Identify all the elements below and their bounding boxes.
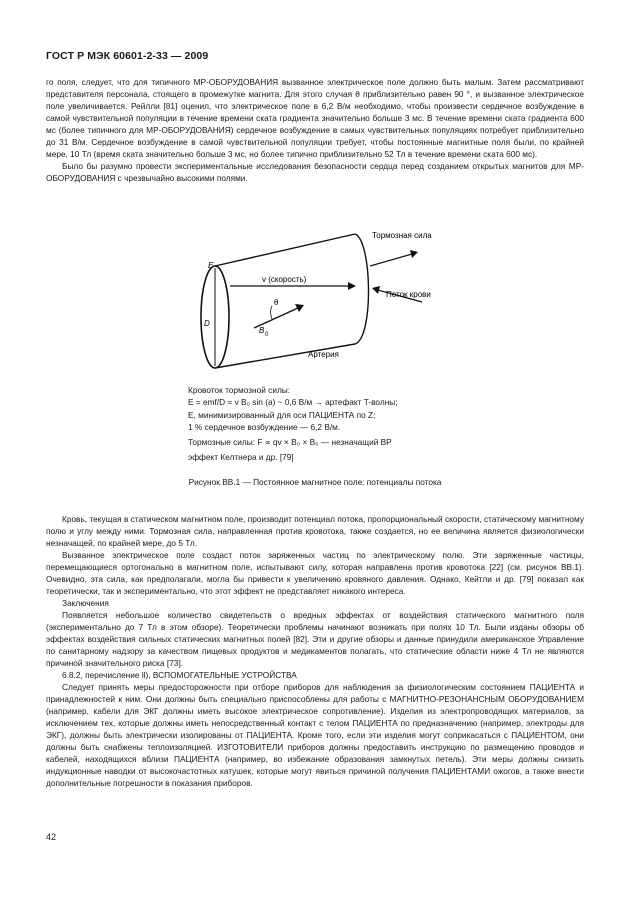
cylinder-back-edge [355, 234, 369, 344]
intro-paragraph-2: Было бы разумно провести экспериментальные исследования безопасности сердца перед созданием открытых магнитов для МР-ОБОРУДОВАНИЯ с чрезвычайно высокими полями. [46, 161, 584, 183]
label-b0-sub: 0 [265, 332, 269, 338]
theta-arc [271, 306, 273, 319]
label-blood-flow: Поток крови [386, 290, 431, 299]
figure-caption: Рисунок ВВ.1 — Постоянное магнитное поле: потенциалы потока [188, 477, 442, 487]
formula-line: 1 % сердечное возбуждение — 6,2 В/м. [188, 421, 341, 432]
document-header: ГОСТ Р МЭК 60601-2-33 — 2009 [46, 50, 209, 62]
label-e: E [208, 261, 214, 270]
intro-paragraph-1: го поля, следует, что для типичного МР-ОБОРУДОВАНИЯ вызванное электрическое поле должно быть малым. Затем рассматривают представителя персонала, стоящего в промежутке магнита. Для этого случая θ приблизительно равен 90 °, и вызванное электрическое поле увеличивается. Рейлли [81] оценил, что электрическое поле в 6,2 В/м необходимо, чтобы произвести сердечное возбуждение в самой чувствительной популяции в течение времени ската градиента значительно больше 3 мс. В течение времени ската градиента 600 мс (более типичного для МР-ОБОРУДОВАНИЯ) сердечное возбуждение в самых чувствительных популяциях потребует приблизительно до 31 В/м. Сердечное возбуждение в самой чувствительной популяции требует, чтобы постоянные магнитные поля были, по крайней мере, 10 Тл (время ската значительно больше 3 мс, но более типично приблизительно 52 Тл в течение времени ската 600 мс). [46, 77, 584, 159]
label-artery: Артерия [308, 350, 339, 359]
body-paragraph: Следует принять меры предосторожности при отборе приборов для наблюдения за физиологическим состоянием ПАЦИЕНТА и принадлежностей к ним. Они должны быть специально приспособлены для работы с МАГНИТНО-РЕЗОНАНСНЫМ ОБОРУДОВАНИЕМ (например, кабели для ЭКГ должны иметь высокое электрическое сопротивление). Изделия из электропроводящих материалов, за исключением тех, которые должны иметь непосредственный контакт с телом ПАЦИЕНТА по предназначению (например, электроды для ЭКГ), должны быть электрически изолированы от ПАЦИЕНТА. Кроме того, если эти изделия могут соприкасаться с ПАЦИЕНТОМ, они должны быть снабжены теплоизоляцией. ИЗГОТОВИТЕЛИ приборов должны предоставить инструкцию по размещению проводов и кабелей, находящихся вблизи ПАЦИЕНТА (например, во избежание образования замкнутых петель). Эти меры должны снизить индукционные наводки от высокочастотных катушек, которые могут явиться причиной получения ПАЦИЕНТАМИ ожогов, а также внести дополнительные погрешности в показания приборов. [46, 682, 584, 788]
formula-line: Тормозные силы: F ∝ qv × B₀ × B₀ — незначащий ВР [188, 437, 392, 448]
label-theta: θ [274, 298, 279, 307]
body-paragraph: Вызванное электрическое поле создаст поток заряженных частиц по электрическому полю. Эти заряженные частицы, перемещающиеся ортогонально в магнитном поле, испытывают силу, которая направлена против кровотока [22] (см. рисунок ВВ.1). Очевидно, эта сила, как предполагали, могла бы привести к увеличению кровяного давления. Однако, Кейтли и др. [79] показал как теоретически, так и экспериментально, что этот эффект не представляет никакого интереса. [46, 550, 584, 596]
b0-arrow-line [254, 308, 298, 328]
body-paragraph: Появляется небольшое количество свидетельств о вредных эффектах от воздействия статического магнитного поля (экспериментально до 7 Тл в этом обзоре). Теоретически проблемы начинают возникать при полях 10 Тл. Были изданы обзоры об эффектах воздействия сильных статических магнитных полей [82]. Эти и другие обзоры и данные принудили американское Управление по санитарному надзору за качеством пищевых продуктов и медикаментов полагать, что статические области ниже 4 Тл не являются причиной значительного риска [73]. [46, 610, 584, 668]
intro-text [46, 76, 584, 184]
braking-force-arrowhead [410, 250, 418, 258]
body-paragraph: Кровь, текущая в статическом магнитном поле, производит потенциал потока, пропорциональный скорости, статическому магнитному полю и углу между ними. Тормозная сила, направленная против кровотока, также создается, но ее величина является физиологически незначащей, по крайней мере, до 5 Тл. [46, 514, 584, 548]
cylinder-top-edge [215, 234, 355, 266]
label-b0: B [259, 326, 265, 335]
blood-flow-arrowhead [372, 286, 380, 294]
braking-force-arrow-line [370, 254, 412, 266]
formula-line: E, минимизированный для оси ПАЦИЕНТА по Z; [188, 409, 376, 420]
formula-line: эффект Келтнера и др. [79] [188, 452, 294, 463]
formula-line: E = emf/D = v B₀ sin (a) ~ 0,6 В/м → артефакт T-волны; [188, 397, 398, 408]
formula-line: Кровоток тормозной силы: [188, 385, 291, 395]
body-paragraph: Заключения [62, 598, 109, 608]
formula-block [188, 384, 488, 464]
page-number: 42 [46, 832, 57, 842]
velocity-arrowhead [348, 282, 356, 290]
body-paragraph: 6.8.2, перечисление ll), ВСПОМОГАТЕЛЬНЫЕ УСТРОЙСТВА [62, 670, 297, 680]
artery-flow-diagram [160, 226, 500, 386]
body-text [46, 513, 584, 789]
label-d: D [204, 319, 210, 328]
label-velocity: v (скорость) [262, 275, 307, 284]
label-braking-force: Тормозная сила [372, 231, 432, 240]
